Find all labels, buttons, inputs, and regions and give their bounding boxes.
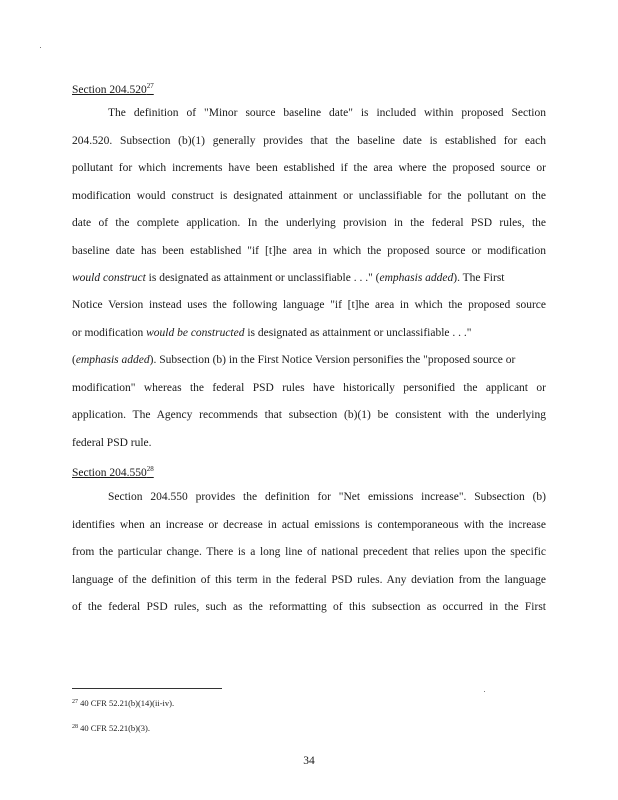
- scan-speck: [40, 47, 41, 48]
- paragraph-line: The definition of "Minor source baseline date" is included within proposed Section: [108, 107, 546, 119]
- emphasis-text: would construct: [72, 272, 146, 284]
- paragraph-line: modification would construct is designated attainment or unclassifiable for the pollutant on the: [72, 190, 546, 202]
- section-heading-text: Section 204.550: [72, 467, 147, 479]
- section-heading-204-550: [72, 462, 154, 480]
- line-text: ). Subsection (b) in the First Notice Version personifies the "proposed source or: [149, 354, 516, 366]
- emphasis-text: emphasis added: [75, 354, 150, 366]
- paragraph-line: baseline date has been established "if [t]he area in which the proposed source or modification: [72, 245, 546, 257]
- paragraph-line: of the federal PSD rules, such as the reformatting of this subsection as occurred in the First: [72, 601, 546, 613]
- footnote-28: [72, 722, 150, 734]
- line-text: ). The First: [453, 272, 505, 284]
- paragraph-line: [72, 353, 546, 367]
- paragraph-line: 204.520. Subsection (b)(1) generally provides that the baseline date is established for each: [72, 135, 546, 147]
- paragraph-line: Notice Version instead uses the following language "if [t]he area in which the proposed source: [72, 299, 546, 311]
- footnote-27: [72, 697, 174, 709]
- footnote-ref-27: 27: [146, 82, 154, 90]
- paragraph-line: language of the definition of this term in the federal PSD rules. Any deviation from the language: [72, 574, 546, 586]
- paragraph-line: pollutant for which increments have been established if the area where the proposed source or: [72, 162, 546, 174]
- section-heading-text: Section 204.520: [72, 84, 147, 96]
- footnote-ref-28: 28: [146, 465, 154, 473]
- section-heading-204-520: [72, 79, 154, 97]
- line-text: or modification: [72, 327, 147, 339]
- paragraph-line: application. The Agency recommends that subsection (b)(1) be consistent with the underlying: [72, 409, 546, 421]
- page-number: 34: [303, 755, 315, 767]
- paragraph-line: [72, 271, 546, 285]
- line-text: is designated as attainment or unclassifiable . . ." (: [145, 272, 380, 284]
- paragraph-line: federal PSD rule.: [72, 437, 152, 449]
- paragraph-line: from the particular change. There is a long line of national precedent that relies upon the specific: [72, 546, 546, 558]
- paragraph-line: date of the complete application. In the underlying provision in the federal PSD rules, the: [72, 217, 546, 229]
- paragraph-line: modification" whereas the federal PSD rules have historically personified the applicant or: [72, 382, 546, 394]
- line-text: (: [72, 354, 76, 366]
- emphasis-text: would be constructed: [146, 327, 245, 339]
- paragraph-line: [72, 326, 546, 340]
- footnote-separator: [72, 688, 222, 689]
- paragraph-line: Section 204.550 provides the definition for "Net emissions increase". Subsection (b): [108, 491, 546, 503]
- footnote-number: 27: [72, 699, 78, 705]
- scan-speck: [484, 691, 485, 692]
- emphasis-text: emphasis added: [379, 272, 454, 284]
- paragraph-line: identifies when an increase or decrease in actual emissions is contemporaneous with the increase: [72, 519, 546, 531]
- line-text: is designated as attainment or unclassifiable . . .": [244, 327, 472, 339]
- footnote-text: 40 CFR 52.21(b)(3).: [78, 723, 151, 733]
- footnote-number: 28: [72, 724, 78, 730]
- footnote-text: 40 CFR 52.21(b)(14)(ii-iv).: [78, 698, 175, 708]
